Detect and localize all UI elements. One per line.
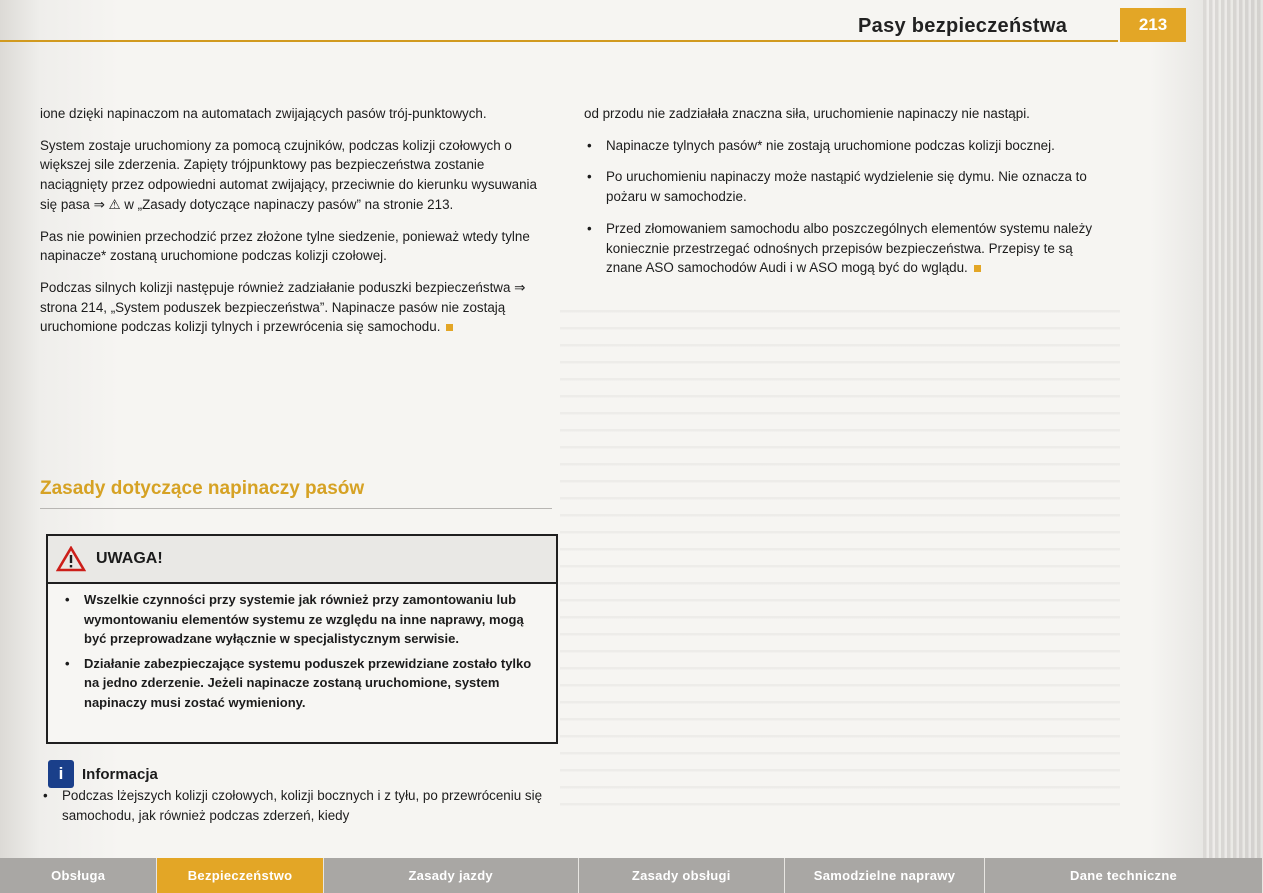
bullet-icon: • bbox=[43, 788, 48, 803]
warning-triangle-icon bbox=[56, 546, 86, 572]
paragraph: System zostaje uruchomiony za pomocą czujników, podczas kolizji czołowych o większej sile zderzenia. Zapięty trójpunktowy pas bezpieczeństwa zostanie naciągnięty przez odpowiedni automat zwijający, przeciwnie do kierunku wysuwania się pasa ⇒ ⚠ w „Zasady dotyczące napinaczy pasów” na stronie 213. bbox=[40, 137, 537, 212]
bullet-text: Przed złomowaniem samochodu albo poszczególnych elementów systemu należy koniecznie przestrzegać odnośnych przepisów bezpieczeństwa. Przepisy te są znane ASO samochodów Audi i w ASO mogą być do wglądu. bbox=[606, 220, 1093, 276]
tab-obsluga[interactable]: Obsługa bbox=[0, 858, 157, 893]
info-header bbox=[48, 760, 158, 788]
end-mark-icon bbox=[446, 324, 453, 331]
tab-bezpieczenstwo[interactable]: Bezpieczeństwo bbox=[157, 858, 323, 893]
warning-title: UWAGA! bbox=[96, 550, 163, 567]
tab-zasady-obslugi[interactable]: Zasady obsługi bbox=[579, 858, 785, 893]
header-rule bbox=[0, 40, 1118, 42]
chapter-tab-bar bbox=[0, 858, 1263, 893]
warning-header bbox=[48, 536, 556, 584]
page-edge bbox=[1203, 0, 1263, 893]
left-column bbox=[40, 104, 550, 349]
tab-zasady-jazdy[interactable]: Zasady jazdy bbox=[324, 858, 579, 893]
warning-item bbox=[62, 654, 542, 713]
info-item bbox=[40, 786, 552, 825]
warning-item-text: Wszelkie czynności przy systemie jak również przy zamontowaniu lub wymontowaniu elementów systemu ze względu na inne naprawy, mogą być przeprowadzane wyłącznie w specjalistycznym serwisie. bbox=[84, 592, 524, 647]
warning-item bbox=[62, 590, 542, 649]
info-text bbox=[40, 786, 552, 837]
bullet-icon: • bbox=[65, 592, 70, 607]
info-title: Informacja bbox=[82, 765, 158, 783]
page-number: 213 bbox=[1120, 8, 1186, 42]
paragraph: ione dzięki napinaczom na automatach zwijających pasów trój-punktowych. bbox=[40, 106, 487, 121]
paragraph bbox=[40, 278, 550, 337]
info-item-text: Podczas lżejszych kolizji czołowych, kolizji bocznych i z tyłu, po przewróceniu się samochodu, jak również podczas zderzeń, kiedy bbox=[62, 788, 543, 823]
bullet-icon: • bbox=[65, 655, 70, 671]
right-column bbox=[584, 104, 1094, 290]
tab-dane-techniczne[interactable]: Dane techniczne bbox=[985, 858, 1263, 893]
bullet-icon: • bbox=[587, 220, 592, 236]
paragraph: od przodu nie zadziałała znaczna siła, uruchomienie napinaczy nie nastąpi. bbox=[584, 106, 1030, 121]
bullet-icon: • bbox=[587, 137, 592, 153]
warning-body bbox=[48, 584, 556, 713]
bullet-item bbox=[584, 136, 1094, 156]
section-title: Zasady dotyczące napinaczy pasów bbox=[40, 478, 552, 509]
bullet-icon: • bbox=[587, 169, 592, 185]
bleed-through-background bbox=[560, 300, 1120, 820]
paragraph-text: Podczas silnych kolizji następuje również zadziałanie poduszki bezpieczeństwa ⇒ strona 214, „System poduszek bezpieczeństwa”. Napinacze pasów nie zostają uruchomione podczas kolizji tylnych i przewrócenia się samochodu. bbox=[40, 279, 526, 335]
bullet-item bbox=[584, 219, 1094, 278]
info-icon: i bbox=[48, 760, 74, 788]
tab-samodzielne-naprawy[interactable]: Samodzielne naprawy bbox=[785, 858, 985, 893]
paragraph: Pas nie powinien przechodzić przez złożone tylne siedzenie, ponieważ wtedy tylne napinacze* zostaną uruchomione podczas kolizji czołowej. bbox=[40, 228, 530, 264]
page-header-title: Pasy bezpieczeństwa bbox=[858, 15, 1068, 37]
bullet-text: Po uruchomieniu napinaczy może nastąpić wydzielenie się dymu. Nie oznacza to pożaru w samochodzie. bbox=[606, 169, 1087, 205]
bullet-item bbox=[584, 167, 1094, 206]
warning-item-text: Działanie zabezpieczające systemu poduszek przewidziane zostało tylko na jedno zderzenie. Jeżeli napinacze zostaną uruchomione, system napinaczy musi zostać wymieniony. bbox=[84, 655, 532, 710]
warning-box bbox=[46, 534, 558, 744]
bullet-text: Napinacze tylnych pasów* nie zostają uruchomione podczas kolizji bocznej. bbox=[606, 137, 1055, 153]
end-mark-icon bbox=[974, 265, 981, 272]
